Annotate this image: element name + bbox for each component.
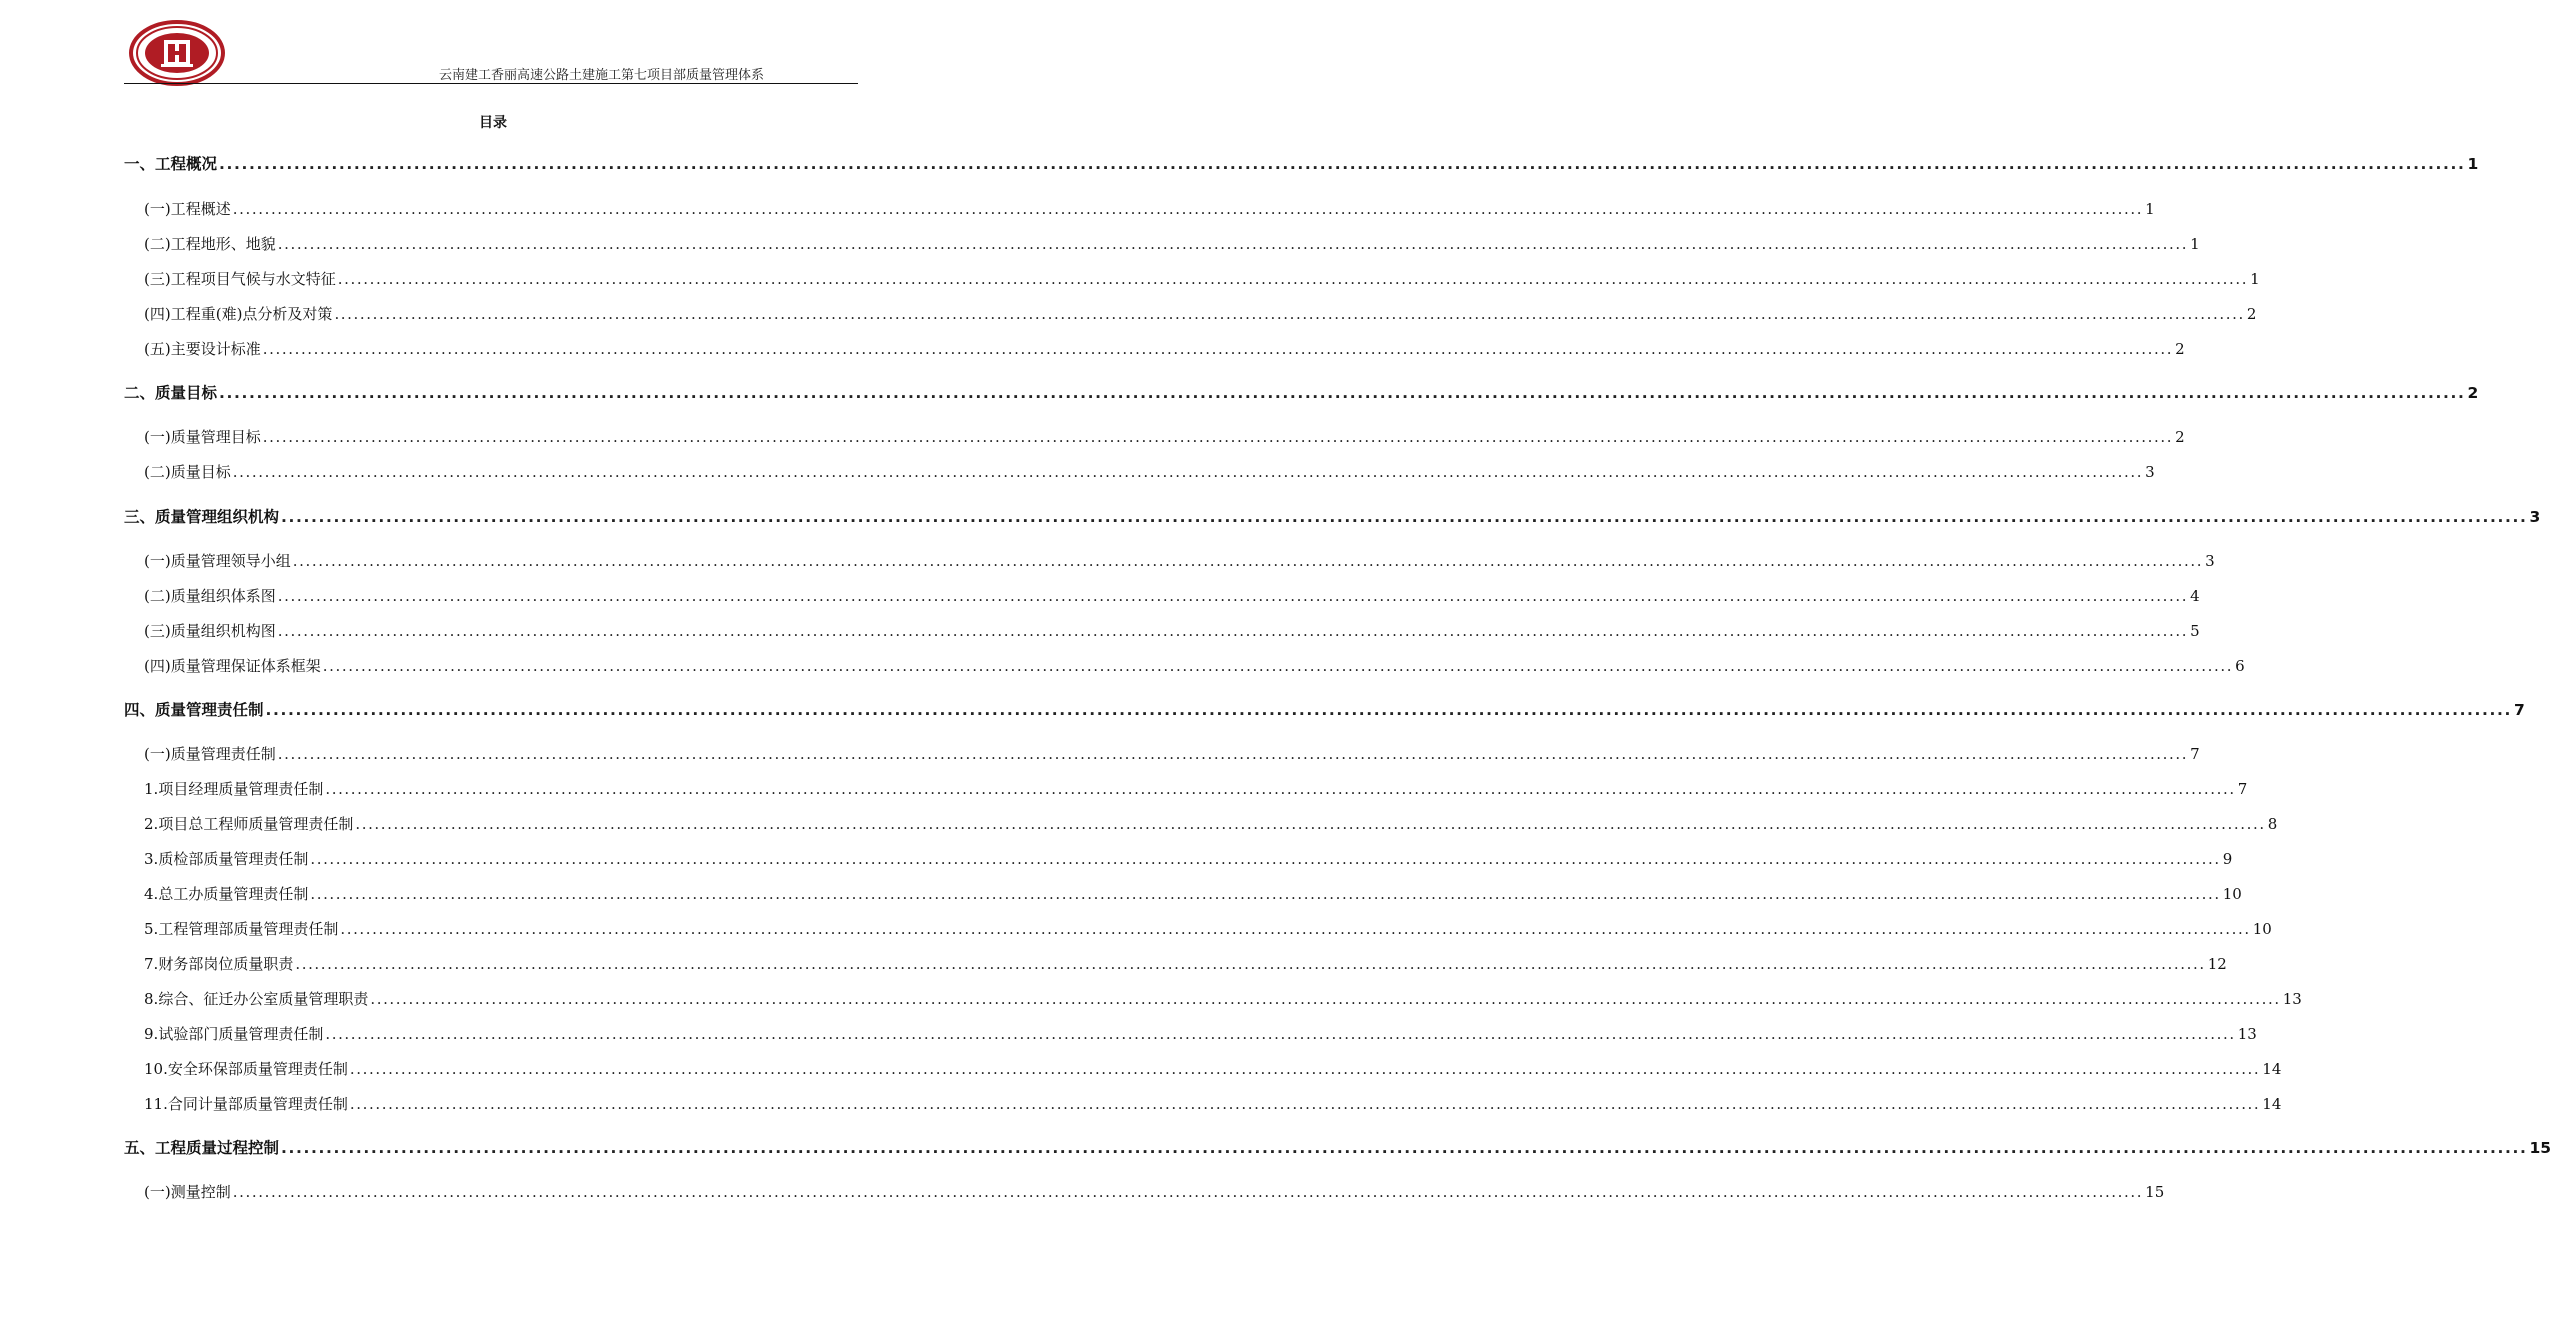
toc-entry-label: 质量管理责任制 [170,745,276,763]
toc-entry-label: 合同计量部质量管理责任制 [167,1095,348,1113]
toc-entry-number: (一) [144,200,171,218]
toc-entry-page-number: 1 [2190,235,2200,253]
toc-entry-number: 9. [144,1025,159,1043]
toc-entry-number: (二) [144,587,171,605]
toc-entry-page-number: 9 [2222,850,2233,868]
toc-entry-page-number: 1 [2145,200,2155,218]
toc-leader-dots: ............................................................................................................................................................................................................................................................................................................ [219,384,2466,402]
toc-entry-number: 二、 [124,384,156,402]
toc-entry-number: (二) [144,235,171,253]
toc-leader-dots: ............................................................................................................................................................................................................................................................................................................ [232,200,2144,218]
toc-entry-label: 质检部质量管理责任制 [158,850,309,868]
toc-entry[interactable] [124,621,2200,641]
toc-entry[interactable] [124,849,2233,869]
toc-entry[interactable] [124,919,2272,939]
toc-entry-page-number: 7 [2190,745,2200,763]
toc-leader-dots: ............................................................................................................................................................................................................................................................................................................ [310,850,2221,868]
toc-leader-dots: ............................................................................................................................................................................................................................................................................................................ [265,701,2512,719]
toc-entry[interactable] [124,586,2200,606]
toc-entry-label: 财务部岗位质量职责 [158,955,294,973]
toc-entry-number: 10. [144,1060,168,1078]
toc-entry-number: 3. [144,850,159,868]
toc-entry-label: 质量组织体系图 [170,587,276,605]
toc-entry-label: 质量目标 [155,384,218,402]
toc-entry-page-number: 3 [2529,508,2541,526]
toc-leader-dots: ............................................................................................................................................................................................................................................................................................................ [262,428,2174,446]
toc-entry[interactable] [124,507,2541,527]
toc-entry-page-number: 12 [2207,955,2227,973]
toc-entry-label: 质量管理责任制 [155,701,264,719]
toc-entry[interactable] [124,656,2245,676]
toc-entry-page-number: 13 [2237,1025,2257,1043]
toc-entry-number: (四) [144,305,171,323]
toc-entry-page-number: 4 [2190,587,2200,605]
toc-leader-dots: ............................................................................................................................................................................................................................................................................................................ [277,235,2189,253]
toc-entry-label: 测量控制 [170,1183,231,1201]
toc-leader-dots: ............................................................................................................................................................................................................................................................................................................ [322,657,2234,675]
toc-entry-number: (一) [144,1183,171,1201]
company-seal-logo [128,20,226,86]
toc-entry-number: (一) [144,428,171,446]
toc-entry-label: 总工办质量管理责任制 [158,885,309,903]
toc-entry-label: 项目总工程师质量管理责任制 [158,815,354,833]
toc-entry-number: (二) [144,463,171,481]
toc-entry[interactable] [124,462,2155,482]
toc-entry[interactable] [124,1024,2257,1044]
toc-entry-number: 5. [144,920,159,938]
toc-entry-page-number: 15 [2145,1183,2165,1201]
toc-entry[interactable] [124,884,2242,904]
toc-leader-dots: ............................................................................................................................................................................................................................................................................................................ [325,1025,2236,1043]
toc-entry-page-number: 7 [2237,780,2248,798]
toc-entry-page-number: 7 [2513,701,2525,719]
toc-entry[interactable] [124,1094,2282,1114]
toc-entry-label: 质量管理领导小组 [170,552,291,570]
toc-entry-page-number: 1 [2467,155,2479,173]
toc-entry[interactable] [124,154,2479,174]
toc-entry-page-number: 2 [2175,428,2185,446]
toc-entry-page-number: 15 [2529,1139,2551,1157]
toc-entry-number: 一、 [124,155,156,173]
toc-leader-dots: ............................................................................................................................................................................................................................................................................................................ [277,587,2189,605]
toc-entry-page-number: 10 [2252,920,2272,938]
toc-entry[interactable] [124,1138,2551,1158]
toc-entry-page-number: 3 [2145,463,2155,481]
toc-entry-label: 工程重(难)点分析及对策 [170,305,333,323]
toc-entry-page-number: 2 [2175,340,2185,358]
toc-entry[interactable] [124,700,2525,720]
toc-entry[interactable] [124,551,2215,571]
toc-entry-page-number: 2 [2467,384,2479,402]
toc-entry-number: 7. [144,955,159,973]
toc-entry-page-number: 6 [2235,657,2245,675]
toc-entry[interactable] [124,1059,2282,1079]
toc-entry-label: 工程概述 [170,200,231,218]
toc-entry-number: 1. [144,780,159,798]
toc-leader-dots: ............................................................................................................................................................................................................................................................................................................ [232,1183,2144,1201]
toc-entry-number: (三) [144,270,171,288]
toc-leader-dots: ............................................................................................................................................................................................................................................................................................................ [349,1060,2261,1078]
toc-entry[interactable] [124,989,2302,1009]
toc-entry-page-number: 1 [2250,270,2260,288]
toc-entry-label: 项目经理质量管理责任制 [158,780,324,798]
toc-entry-number: 11. [144,1095,168,1113]
toc-entry[interactable] [124,954,2227,974]
toc-entry-page-number: 3 [2205,552,2215,570]
toc-leader-dots: ............................................................................................................................................................................................................................................................................................................ [334,305,2245,323]
toc-leader-dots: ............................................................................................................................................................................................................................................................................................................ [355,815,2266,833]
toc-entry-label: 质量组织机构图 [170,622,276,640]
toc-entry[interactable] [124,304,2257,324]
toc-entry-number: 五、 [124,1139,156,1157]
toc-leader-dots: ............................................................................................................................................................................................................................................................................................................ [340,920,2251,938]
toc-leader-dots: ............................................................................................................................................................................................................................................................................................................ [310,885,2221,903]
toc-entry-number: 8. [144,990,159,1008]
document-header-title: 云南建工香丽高速公路土建施工第七项目部质量管理体系 [438,68,764,83]
toc-leader-dots: ............................................................................................................................................................................................................................................................................................................ [325,780,2236,798]
toc-heading: 目录 [479,115,507,131]
toc-entry-page-number: 2 [2246,305,2257,323]
toc-entry-number: 四、 [124,701,156,719]
toc-entry-page-number: 14 [2262,1095,2282,1113]
toc-entry-label: 工程概况 [155,155,218,173]
toc-entry-number: (一) [144,552,171,570]
toc-entry-label: 安全环保部质量管理责任制 [167,1060,348,1078]
toc-entry-page-number: 14 [2262,1060,2282,1078]
toc-entry-number: 4. [144,885,159,903]
toc-entry-page-number: 8 [2267,815,2278,833]
toc-entry[interactable] [124,269,2260,289]
toc-entry-label: 质量目标 [170,463,231,481]
toc-entry-page-number: 10 [2222,885,2242,903]
toc-leader-dots: ............................................................................................................................................................................................................................................................................................................ [337,270,2249,288]
toc-leader-dots: ............................................................................................................................................................................................................................................................................................................ [292,552,2204,570]
toc-leader-dots: ............................................................................................................................................................................................................................................................................................................ [349,1095,2261,1113]
toc-entry-label: 工程质量过程控制 [155,1139,280,1157]
toc-entry-label: 试验部门质量管理责任制 [158,1025,324,1043]
toc-entry-number: 三、 [124,508,156,526]
toc-leader-dots: ............................................................................................................................................................................................................................................................................................................ [295,955,2206,973]
toc-entry[interactable] [124,427,2185,447]
toc-leader-dots: ............................................................................................................................................................................................................................................................................................................ [281,1139,2528,1157]
toc-leader-dots: ............................................................................................................................................................................................................................................................................................................ [281,508,2528,526]
toc-entry[interactable] [124,199,2155,219]
toc-entry[interactable] [124,234,2200,254]
toc-entry[interactable] [124,1182,2165,1202]
toc-entry-number: (一) [144,745,171,763]
toc-entry-number: (三) [144,622,171,640]
toc-entry-number: (五) [144,340,171,358]
toc-entry-label: 质量管理保证体系框架 [170,657,321,675]
toc-entry-label: 工程地形、地貌 [170,235,276,253]
toc-entry-label: 工程项目气候与水文特征 [170,270,336,288]
header-divider [124,83,858,84]
toc-entry-label: 质量管理目标 [170,428,261,446]
toc-entry-label: 综合、征迁办公室质量管理职责 [158,990,369,1008]
toc-entry-label: 质量管理组织机构 [155,508,280,526]
toc-entry-number: (四) [144,657,171,675]
toc-leader-dots: ............................................................................................................................................................................................................................................................................................................ [262,340,2174,358]
toc-entry-number: 2. [144,815,159,833]
toc-entry[interactable] [124,339,2185,359]
toc-leader-dots: ............................................................................................................................................................................................................................................................................................................ [277,622,2189,640]
toc-entry[interactable] [124,744,2200,764]
toc-leader-dots: ............................................................................................................................................................................................................................................................................................................ [277,745,2189,763]
toc-leader-dots: ............................................................................................................................................................................................................................................................................................................ [370,990,2281,1008]
toc-entry[interactable] [124,779,2248,799]
toc-entry[interactable] [124,814,2278,834]
toc-entry-label: 工程管理部质量管理责任制 [158,920,339,938]
toc-entry[interactable] [124,383,2479,403]
toc-entry-label: 主要设计标准 [170,340,261,358]
toc-entry-page-number: 5 [2190,622,2200,640]
toc-leader-dots: ............................................................................................................................................................................................................................................................................................................ [219,155,2466,173]
toc-leader-dots: ............................................................................................................................................................................................................................................................................................................ [232,463,2144,481]
toc-entry-page-number: 13 [2282,990,2302,1008]
